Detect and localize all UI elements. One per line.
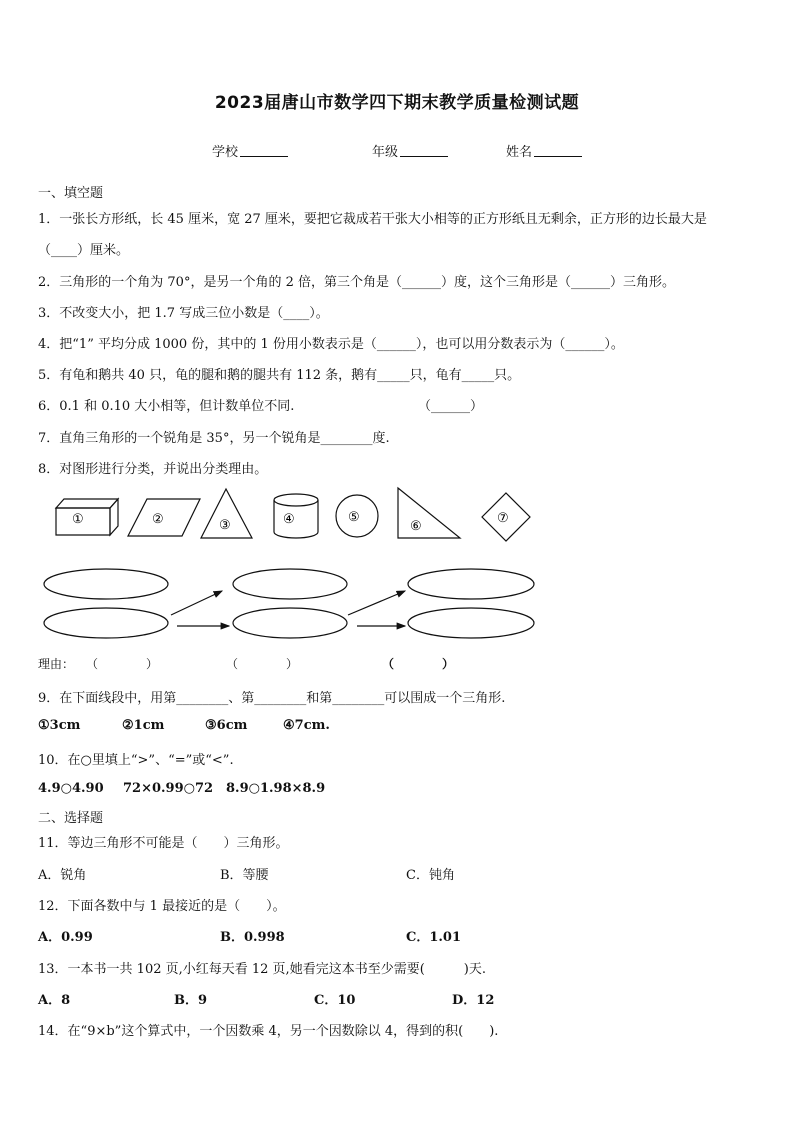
question-6-blank: （______）	[418, 399, 484, 414]
question-6: 6．0.1 和 0.10 大小相等，但计数单位不同.	[38, 399, 295, 414]
q13-option-c[interactable]: C．10	[314, 993, 356, 1008]
q13-option-a[interactable]: A．8	[38, 993, 71, 1008]
question-13: 13．一本书一共 102 页,小红每天看 12 页,她看完这本书至少需要( )天.	[38, 962, 486, 977]
question-10: 10．在○里填上“>”、“=”或“<”.	[38, 753, 234, 768]
shape-label-3: ③	[219, 518, 231, 533]
shape-label-1: ①	[72, 512, 84, 527]
q11-option-a[interactable]: A．锐角	[38, 868, 87, 883]
classification-diagram	[0, 560, 794, 645]
group-oval	[44, 569, 168, 599]
q13-option-d[interactable]: D．12	[452, 993, 495, 1008]
grade-field	[372, 141, 448, 160]
question-7: 7．直角三角形的一个锐角是 35°，另一个锐角是________度.	[38, 431, 390, 446]
q10-item-2: 72×0.99○72	[123, 781, 214, 796]
shape-label-4: ④	[283, 512, 295, 527]
diamond-shape	[482, 493, 530, 541]
name-blank[interactable]	[534, 144, 582, 157]
question-5: 5．有龟和鹅共 40 只，龟的腿和鹅的腿共有 112 条，鹅有_____只，龟有_____只。	[38, 368, 521, 383]
right-triangle-shape	[398, 488, 460, 538]
shape-label-6: ⑥	[410, 519, 422, 534]
name-label: 姓名	[506, 145, 533, 160]
page-title: 2023届唐山市数学四下期末教学质量检测试题	[214, 93, 580, 113]
q11-option-b[interactable]: B．等腰	[220, 868, 269, 883]
school-field	[212, 141, 288, 160]
shape-label-2: ②	[152, 512, 164, 527]
question-8: 8．对图形进行分类，并说出分类理由。	[38, 462, 268, 477]
group-oval	[233, 569, 347, 599]
arrow	[348, 591, 405, 615]
question-14: 14．在“9×b”这个算式中，一个因数乘 4，另一个因数除以 4，得到的积( ).	[38, 1024, 499, 1039]
question-1-line-2: （____）厘米。	[38, 243, 130, 258]
q9-option-3: ③6cm	[205, 718, 248, 733]
q9-option-2: ②1cm	[122, 718, 165, 733]
question-11: 11．等边三角形不可能是（ ）三角形。	[38, 836, 289, 851]
q12-option-c[interactable]: C．1.01	[406, 930, 462, 945]
group-oval	[408, 608, 534, 638]
reason-blank-1[interactable]: （ ）	[86, 657, 159, 671]
q9-option-4: ④7cm.	[283, 718, 330, 733]
q10-item-3: 8.9○1.98×8.9	[226, 781, 326, 796]
question-12: 12．下面各数中与 1 最接近的是（ ）。	[38, 899, 286, 914]
q13-option-b[interactable]: B．9	[174, 993, 208, 1008]
q12-option-b[interactable]: B．0.998	[220, 930, 285, 945]
section-fill-heading: 一、填空题	[38, 186, 104, 201]
name-field	[506, 141, 582, 160]
grade-blank[interactable]	[400, 144, 448, 157]
group-oval	[408, 569, 534, 599]
q11-option-c[interactable]: C．钝角	[406, 868, 455, 883]
school-label: 学校	[212, 145, 239, 160]
q12-option-a[interactable]: A．0.99	[38, 930, 93, 945]
question-8-shapes	[0, 480, 794, 550]
question-3: 3．不改变大小，把 1.7 写成三位小数是（____）。	[38, 306, 329, 321]
section-choice-heading: 二、选择题	[38, 811, 104, 826]
shape-label-7: ⑦	[497, 511, 509, 526]
q9-option-1: ①3cm	[38, 718, 81, 733]
triangle-shape	[201, 489, 252, 538]
reason-blank-2[interactable]: （ ）	[226, 657, 299, 671]
arrow	[171, 591, 222, 615]
group-oval	[44, 608, 168, 638]
parallelogram-shape	[128, 499, 200, 536]
grade-label: 年级	[372, 145, 399, 160]
school-blank[interactable]	[240, 144, 288, 157]
reason-label: 理由：	[38, 657, 75, 671]
reason-blank-3[interactable]: （ ）	[382, 657, 455, 671]
question-9: 9．在下面线段中，用第________、第________和第________可以围成一个三角形.	[38, 691, 506, 706]
question-1-line-1: 1．一张长方形纸，长 45 厘米，宽 27 厘米，要把它裁成若干张大小相等的正方形纸且无剩余，正方形的边长最大是	[38, 212, 707, 227]
shape-label-5: ⑤	[348, 510, 360, 525]
q10-item-1: 4.9○4.90	[38, 781, 104, 796]
group-oval	[233, 608, 347, 638]
circle-shape	[336, 495, 378, 537]
cuboid-shape	[56, 499, 118, 535]
question-2: 2．三角形的一个角为 70°，是另一个角的 2 倍，第三个角是（______）度，这个三角形是（______）三角形。	[38, 275, 675, 290]
question-4: 4．把“1” 平均分成 1000 份，其中的 1 份用小数表示是（______），也可以用分数表示为（______）。	[38, 337, 624, 352]
cylinder-shape	[274, 494, 318, 538]
